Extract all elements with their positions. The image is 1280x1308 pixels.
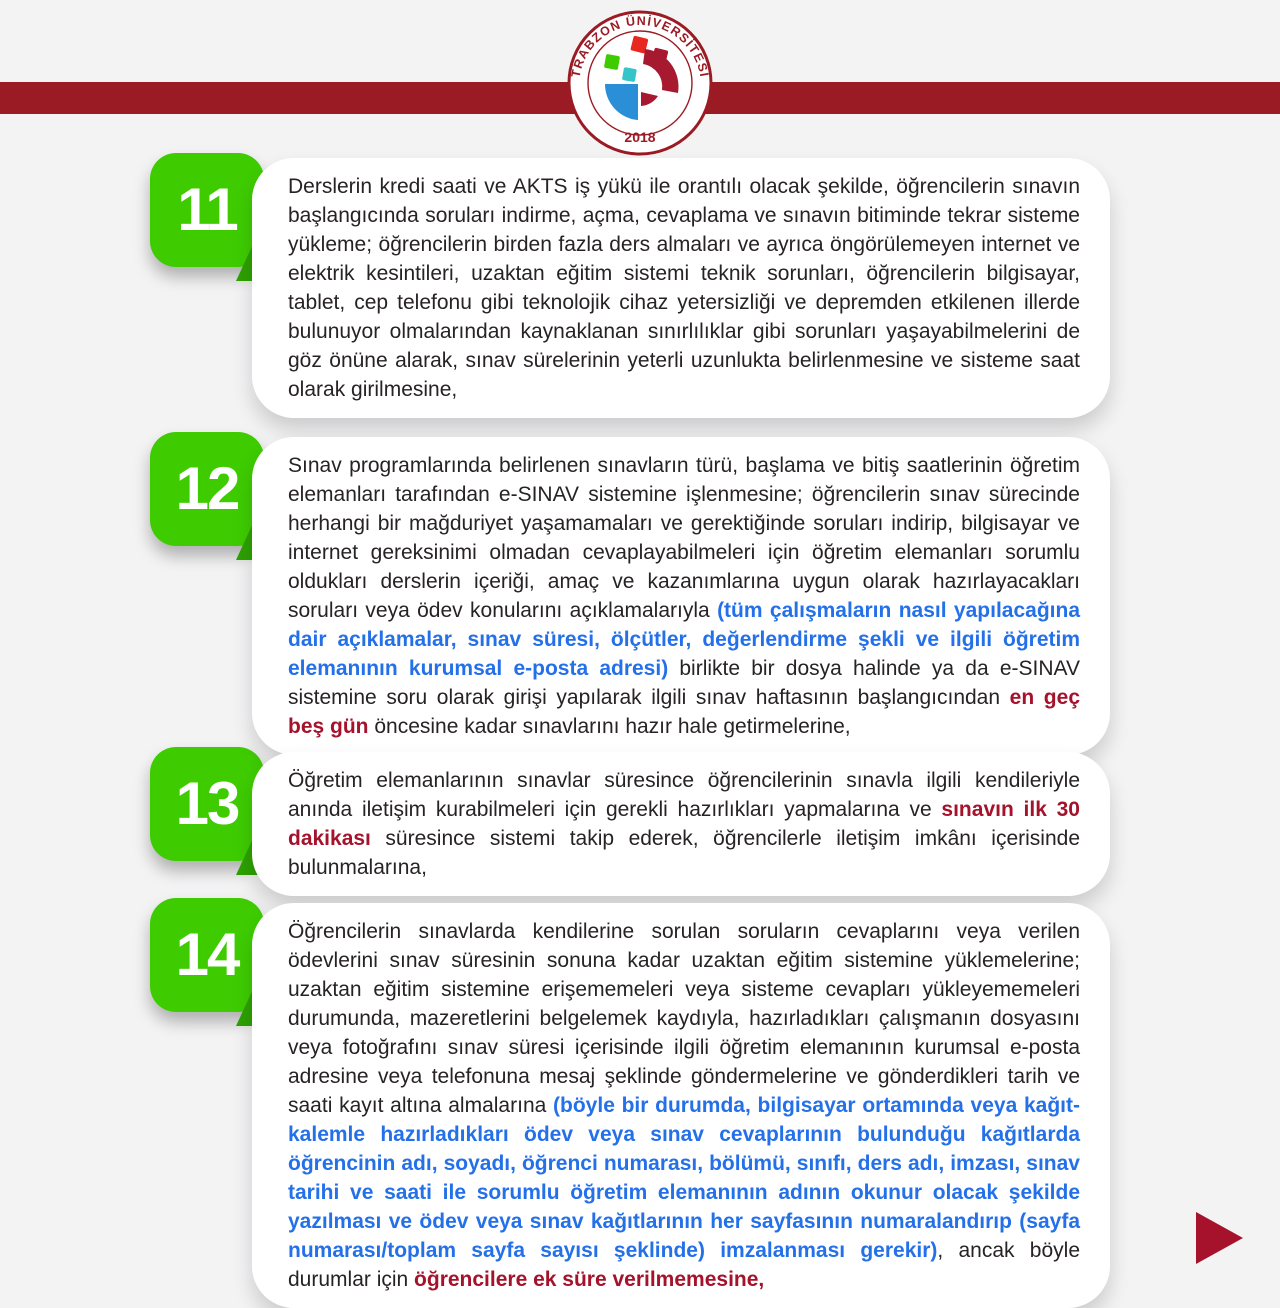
rule-item — [150, 432, 1112, 755]
text-segment: Derslerin kredi saati ve AKTS iş yükü ile orantılı olacak şekilde, öğrencilerin sınavın başlangıcında soruları indirme, açma, cevaplama ve sınavın bitiminde tekrar sisteme yükleme; öğrencilerin birden fazla ders almaları ve ayrıca öngörülemeyen internet ve elektrik kesintileri, uzaktan eğitim sistemi teknik sorunları, öğrencilerin bilgisayar, tablet, cep telefonu gibi teknolojik cihaz yetersizliği ve depremden etkilenen illerde bulunuyor olmalarından kaynaklanan sınırlılıklar gibi sorunları yaşayabilmelerini de göz önüne alarak, sınav sürelerinin yeterli uzunlukta belirlenmesine ve sisteme saat olarak girilmesine, — [288, 175, 1080, 401]
text-segment: öncesine kadar sınavlarını hazır hale getirmelerine, — [368, 715, 851, 738]
rule-number-badge — [150, 747, 264, 861]
logo-arc-text: TRABZON ÜNİVERSİTESİ — [568, 13, 712, 79]
rule-number: 12 — [175, 455, 239, 522]
rule-number: 14 — [175, 921, 239, 988]
logo-green-square — [604, 54, 620, 70]
logo-year: 2018 — [624, 129, 656, 145]
text-segment: süresince sistemi takip ederek, öğrencilerle iletişim imkânı içerisinde bulunmalarına, — [288, 827, 1080, 879]
rule-card — [252, 158, 1110, 418]
rule-number-badge — [150, 898, 264, 1012]
rule-text — [288, 917, 1080, 1294]
text-segment: (tüm çalışmaların nasıl yapılacağına dair açıklamalar, sınav süresi, ölçütler, değerlendirme şekli ve ilgili öğretim elemanının kurumsal e-posta adresi) — [288, 599, 1080, 680]
text-segment: Öğrencilerin sınavlarda kendilerine sorulan soruların cevaplarını veya verilen ödevlerini sınav süresinin sonuna kadar uzaktan eğitim sistemine yüklemelerine; uzaktan eğitim sistemine erişememeleri veya sisteme cevapları yükleyememeleri durumunda, mazeretlerini belgelemek kaydıyla, hazırladıkları çalışmanın dosyasını veya fotoğrafını sınav süresi içerisinde ilgili öğretim elemanının kurumsal e-posta adresine veya telefonuna mesaj şeklinde göndermelerine ve gönderdikleri tarih ve saati kayıt altına almalarına — [288, 920, 1080, 1117]
rule-item — [150, 747, 1112, 896]
text-segment: öğrencilere ek süre verilmemesine, — [414, 1268, 765, 1291]
text-segment: (böyle bir durumda, bilgisayar ortamında veya kağıt-kalemle hazırladıkları ödev veya sınav cevaplarının bulunduğu kağıtlarda öğrencinin adı, soyadı, öğrenci numarası, bölümü, sınıfı, ders adı, imzası, sınav tarihi ve saati ile sorumlu öğretim elemanının adının okunur olacak şekilde yazılması ve ödev veya sınav kağıtlarının her sayfasının numaralandırıp (sayfa numarası/toplam sayfa sayısı şeklinde) imzalanması gerekir) — [288, 1094, 1081, 1262]
rule-number-badge — [150, 153, 264, 267]
rule-number-badge — [150, 432, 264, 546]
text-segment: Sınav programlarında belirlenen sınavların türü, başlama ve bitiş saatlerinin öğretim elemanları tarafından e-SINAV sistemine işlenmesine; öğrencilerin sınav sürecinde herhangi bir mağduriyet yaşamamaları ve gerektiğinde soruları indirip, bilgisayar ve internet gereksinimi olmadan cevaplayabilmeleri için öğretim elemanları sorumlu oldukları derslerin içeriği, amaç ve kazanımlarına uygun olarak hazırlayacakları soruları veya ödev konularını açıklamalarıyla — [288, 454, 1080, 622]
university-logo-emblem — [565, 8, 715, 158]
text-segment: birlikte bir dosya halinde ya da e-SINAV sistemine soru olarak girişi yapılarak ilgili sınav haftasının başlangıcından — [288, 657, 1080, 709]
logo-teal-square — [622, 67, 637, 82]
rule-card — [252, 903, 1110, 1308]
university-logo — [565, 8, 715, 158]
text-segment: en geç beş gün — [288, 686, 1080, 738]
text-segment: , ancak böyle durumlar için — [288, 1239, 1080, 1291]
next-arrow-icon[interactable] — [1196, 1212, 1243, 1264]
rule-item — [150, 898, 1112, 1308]
rule-item — [150, 153, 1112, 418]
rule-number: 13 — [175, 770, 239, 837]
text-segment: Öğretim elemanlarının sınavlar süresince öğrencilerinin sınavla ilgili kendileriyle anında iletişim kurabilmeleri için gerekli hazırlıkları yapmalarına ve — [288, 769, 1080, 821]
rule-number: 11 — [177, 176, 237, 243]
rule-text — [288, 172, 1080, 404]
rule-text — [288, 451, 1080, 741]
text-segment: sınavın ilk 30 dakikası — [288, 798, 1080, 850]
rule-card — [252, 437, 1110, 755]
rule-card — [252, 752, 1110, 896]
rule-text — [288, 766, 1080, 882]
